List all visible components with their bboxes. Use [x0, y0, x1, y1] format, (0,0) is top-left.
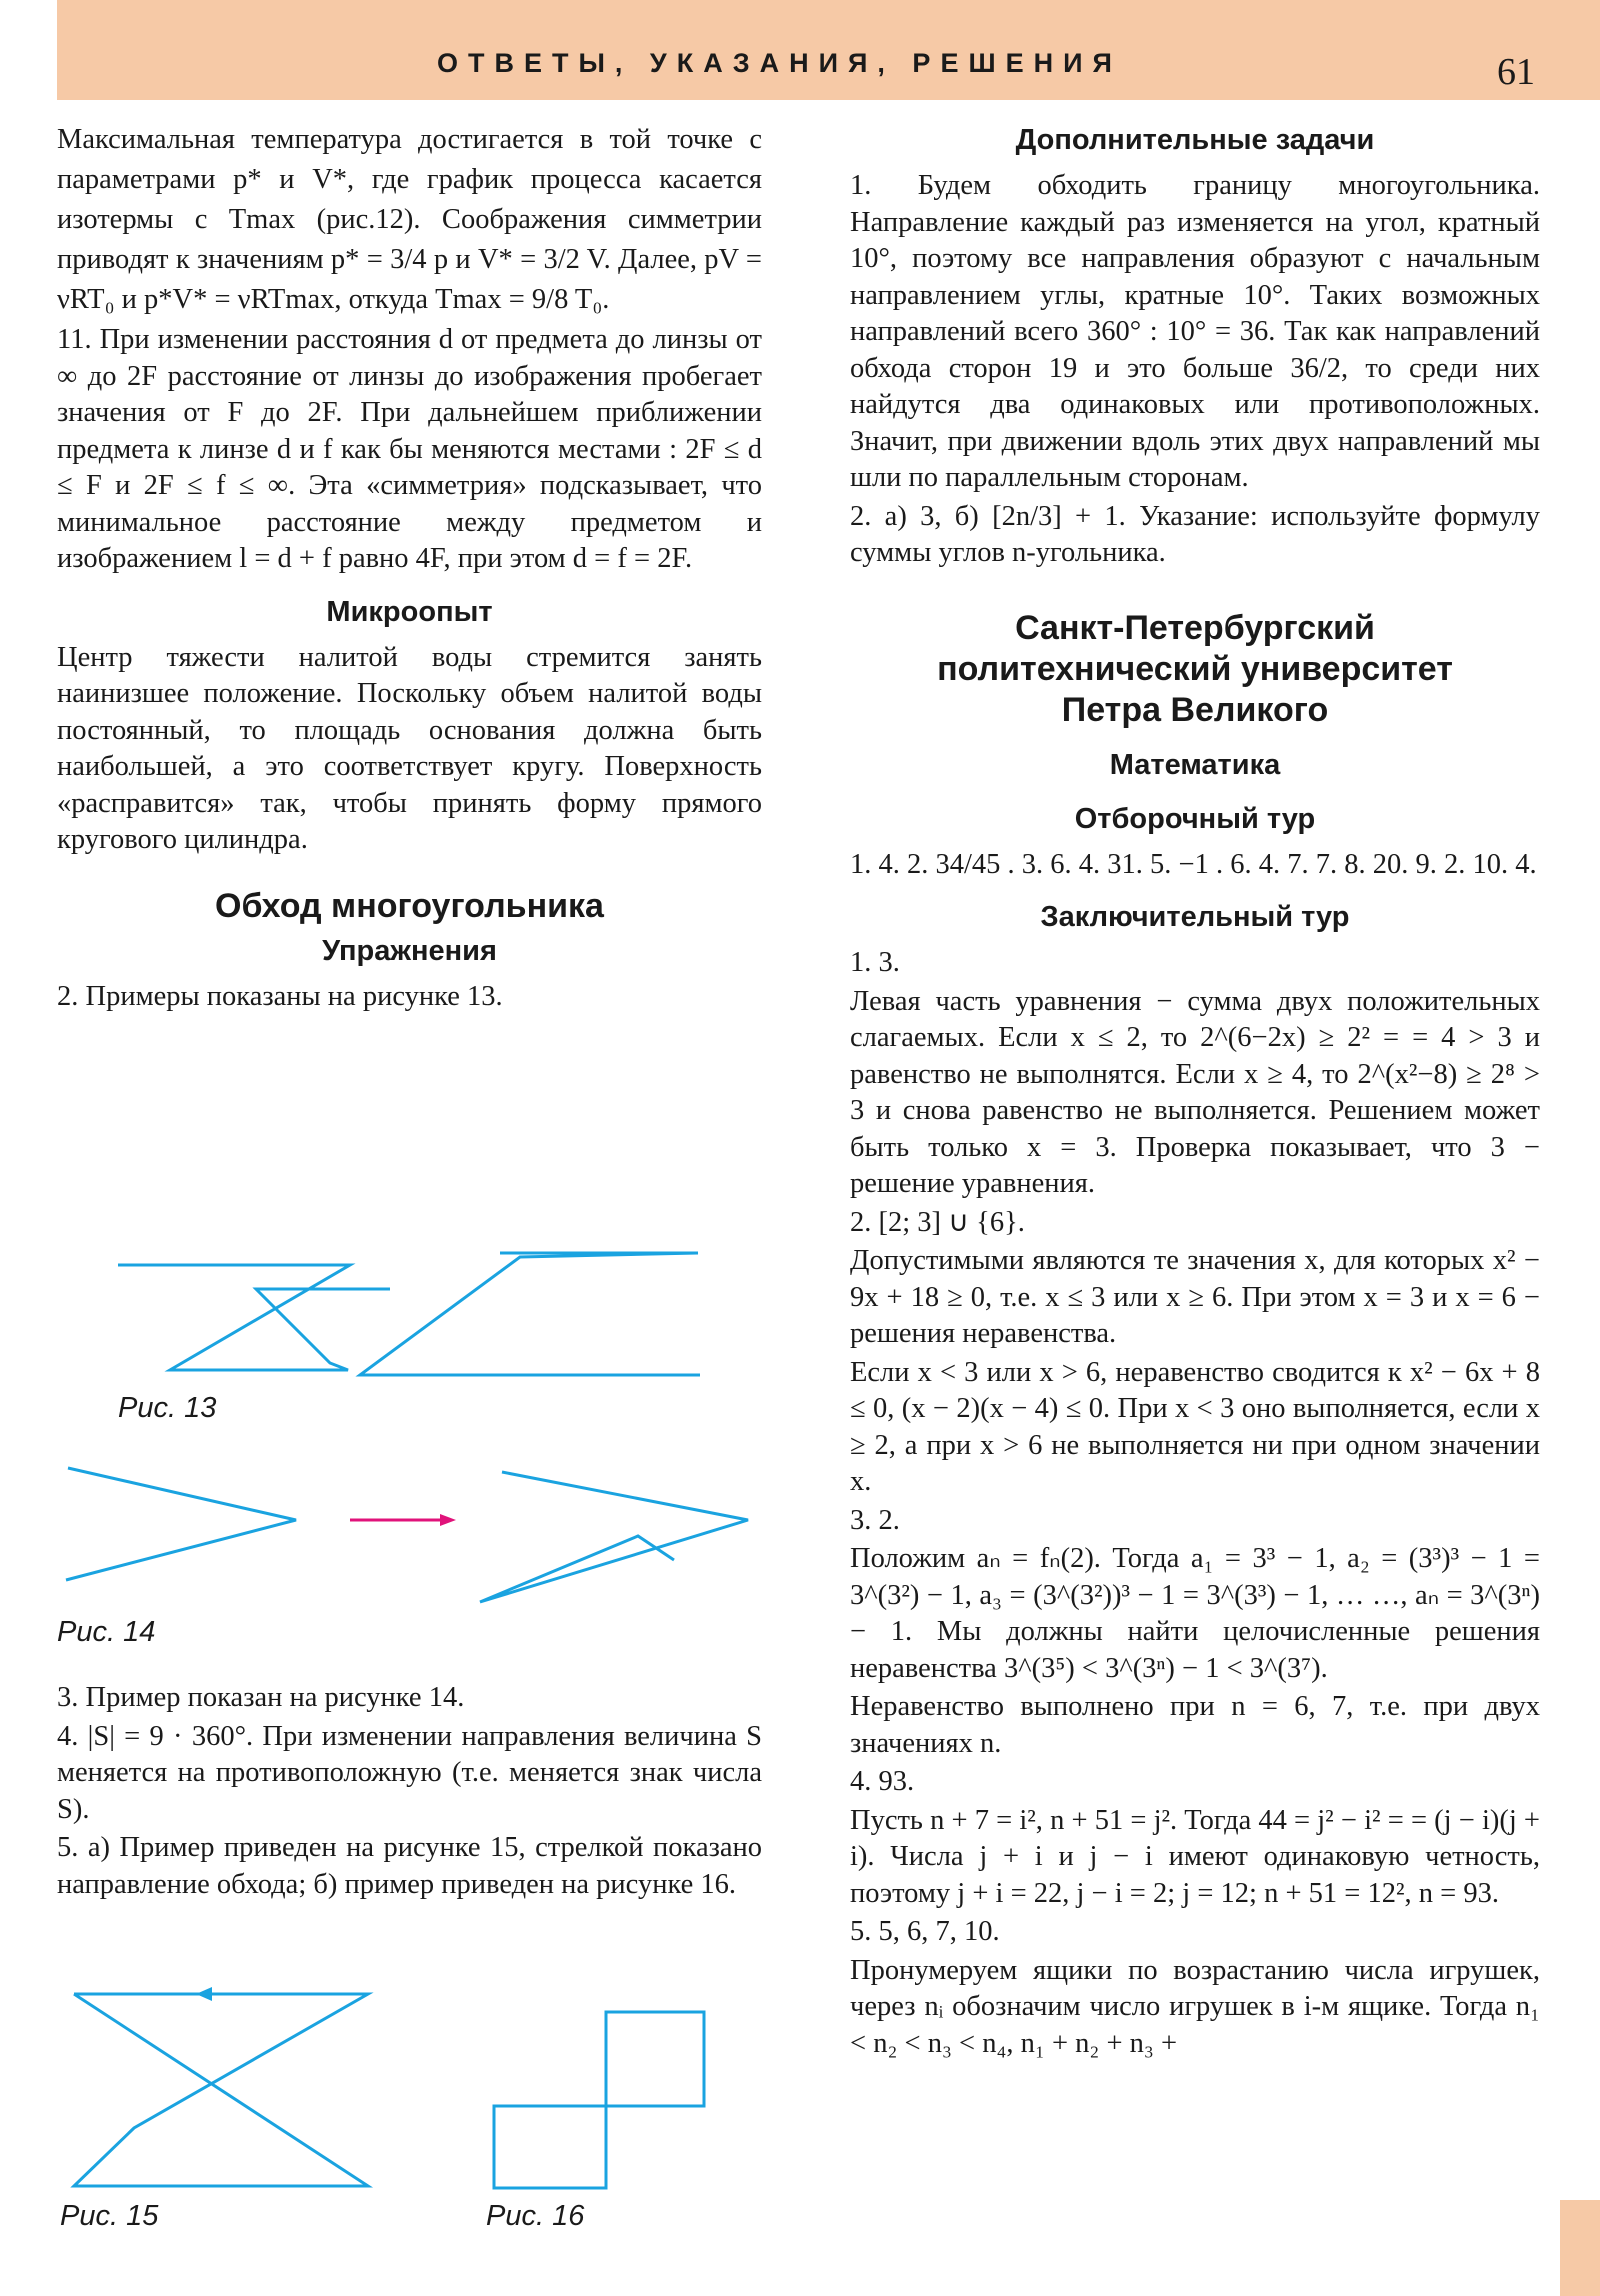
final-4-answer: 4. 93. — [850, 1766, 915, 1797]
figure-13 — [100, 1245, 720, 1385]
exercises-heading: Упражнения — [322, 934, 497, 967]
final-3-solution-a: Положим aₙ = fₙ(2). Тогда a₁ = 3³ − 1, a₂ = (3³)³ − 1 = 3^(3²) − 1, a₃ = (3^(3²))³ − 1 = 3^(3³) − 1, … …, aₙ = 3^(3ⁿ) − 1. Мы должны найти целочисленные решения неравенства 3^(3⁵) < 3^(3ⁿ) − 1 < 3^(3⁷). — [850, 1543, 1540, 1684]
fig13-caption: Рис. 13 — [118, 1392, 217, 1424]
fig13-zigzag-1 — [118, 1265, 390, 1370]
problem-11: 11. При изменении расстояния d от предмета до линзы от ∞ до 2F расстояние от линзы до изображения пробегает значения от F до 2F. При дальнейшем приближении предмета к линзе d и f как бы меняются местами : 2F ≤ d ≤ F и 2F ≤ f ≤ ∞. Эта «симметрия» подсказывает, что минимальное расстояние между предметом и изображением l = d + f равно 4F, при этом d = f = 2F. — [57, 324, 762, 574]
exercise-3: 3. Пример показан на рисунке 14. — [57, 1682, 465, 1713]
corner-tab — [1560, 2200, 1600, 2296]
micro-text: Центр тяжести налитой воды стремится занять наинизшее положение. Поскольку объем налитой воды постоянный, то площадь основания должна быть наибольшей, а это соответствует кругу. Поверхность «расправится» так, чтобы принять форму прямого кругового цилиндра. — [57, 641, 762, 855]
final-1-solution: Левая часть уравнения − сумма двух положительных слагаемых. Если x ≤ 2, то 2^(6−2x) ≥ 2² = = 4 > 3 и равенство не выполнятся. Если x ≥ 4, то 2^(x²−8) ≥ 2⁸ > 3 и снова равенство не выполняется. Решением может быть только x = 3. Проверка показывает, что 3 − решение уравнения. — [850, 985, 1540, 1199]
fig15-caption: Рис. 15 — [60, 2200, 159, 2232]
final-heading: Заключительный тур — [1040, 901, 1350, 933]
fig14-zigzag — [480, 1472, 748, 1602]
micro-heading: Микроопыт — [326, 595, 493, 628]
left-column-lower — [57, 1680, 762, 1905]
fig14-chevron — [66, 1468, 296, 1580]
final-2-solution-a: Допустимыми являются те значения x, для которых x² − 9x + 18 ≥ 0, т.е. x ≤ 3 или x ≥ 6. При этом x = 3 и x = 6 − решения неравенства. — [850, 1245, 1540, 1349]
qualifying-heading: Отборочный тур — [1074, 802, 1316, 835]
fig15-arrow-icon — [196, 1987, 212, 2001]
final-3-solution-b: Неравенство выполнено при n = 6, 7, т.е. при двух значениях n. — [850, 1691, 1540, 1759]
intro-paragraph: Максимальная температура достигается в той точке с параметрами p* и V*, где график процесса касается изотермы с Tmax (рис.12). Соображения симметрии приводят к значениям p* = 3/4 p и V* = 3/2 V. Далее, pV = νRT₀ и p*V* = νRTmax, откуда Tmax = 9/8 T₀. — [57, 124, 762, 315]
university-name-line-3: Петра Великого — [1061, 690, 1329, 729]
fig16-square-top — [606, 2012, 704, 2106]
left-column — [57, 120, 762, 1017]
final-4-solution: Пусть n + 7 = i², n + 51 = j². Тогда 44 = j² − i² = = (j − i)(j + i). Числа j + i и j − i имеют одинаковую четность, поэтому j + i = 22, j − i = 2; j = 12; n + 51 = 12², n = 93. — [850, 1804, 1540, 1909]
math-heading: Математика — [1109, 748, 1281, 781]
exercise-2: 2. Примеры показаны на рисунке 13. — [57, 980, 503, 1012]
extra-heading: Дополнительные задачи — [1015, 124, 1375, 156]
fig16-square-bottom — [494, 2106, 606, 2188]
page-number: 61 — [1497, 51, 1535, 93]
extra-problem-1: 1. Будем обходить границу многоугольника. Направление каждый раз изменяется на угол, кратный 10°, поэтому все направления образуют с начальным направлением углы, кратные 10°. Таких возможных направлений всего 360° : 10° = 36. Так как направлений обхода сторон 19 и это больше 36/2, то среди них найдутся два одинаковых или противоположных. Значит, при движении вдоль этих двух направлений мы шли по параллельным сторонам. — [850, 170, 1540, 493]
final-3-answer: 3. 2. — [850, 1504, 900, 1536]
final-5-answer: 5. 5, 6, 7, 10. — [850, 1916, 1000, 1947]
final-2-solution-b: Если x < 3 или x > 6, неравенство сводится к x² − 6x + 8 ≤ 0, (x − 2)(x − 4) ≤ 0. При x < 3 оно выполняется, если x ≥ 2, а при x > 6 не выполняется ни при одном значении x. — [850, 1356, 1540, 1497]
section-title: Обход многоугольника — [215, 886, 604, 925]
fig16-caption: Рис. 16 — [486, 2200, 585, 2232]
final-1-answer: 1. 3. — [850, 947, 900, 978]
figure-14 — [60, 1460, 760, 1620]
qualifying-answers: 1. 4. 2. 34/45 . 3. 6. 4. 31. 5. −1 . 6. 4. 7. 7. 8. 20. 9. 2. 10. 4. — [850, 848, 1537, 880]
figure-16 — [492, 2008, 712, 2188]
extra-problem-2: 2. а) 3, б) [2n/3] + 1. Указание: используйте формулу суммы углов n-угольника. — [850, 500, 1540, 568]
university-name-line-2: политехнический университет — [937, 649, 1453, 688]
exercise-5: 5. а) Пример приведен на рисунке 15, стрелкой показано направление обхода; б) пример приведен на рисунке 16. — [57, 1832, 762, 1900]
fig14-caption: Рис. 14 — [57, 1616, 156, 1648]
final-5-solution: Пронумеруем ящики по возрастанию числа игрушек, через nᵢ обозначим число игрушек в i-м ящике. Тогда n₁ < n₂ < n₃ < n₄, n₁ + n₂ + n₃ + — [850, 1954, 1540, 2059]
figure-15 — [72, 1990, 382, 2190]
running-title: ОТВЕТЫ, УКАЗАНИЯ, РЕШЕНИЯ — [437, 48, 1122, 78]
fig15-hourglass — [74, 1994, 368, 2186]
right-column — [850, 120, 1540, 2064]
final-2-answer: 2. [2; 3] ∪ {6}. — [850, 1206, 1025, 1238]
fig13-zigzag-2 — [360, 1253, 700, 1375]
fig14-arrow-head — [440, 1514, 456, 1526]
exercise-4: 4. |S| = 9 · 360°. При изменении направления величина S меняется на противоположную (т.е. меняется знак числа S). — [57, 1720, 762, 1825]
page-header — [57, 0, 1600, 100]
university-name-line-1: Санкт-Петербургский — [1015, 608, 1375, 647]
